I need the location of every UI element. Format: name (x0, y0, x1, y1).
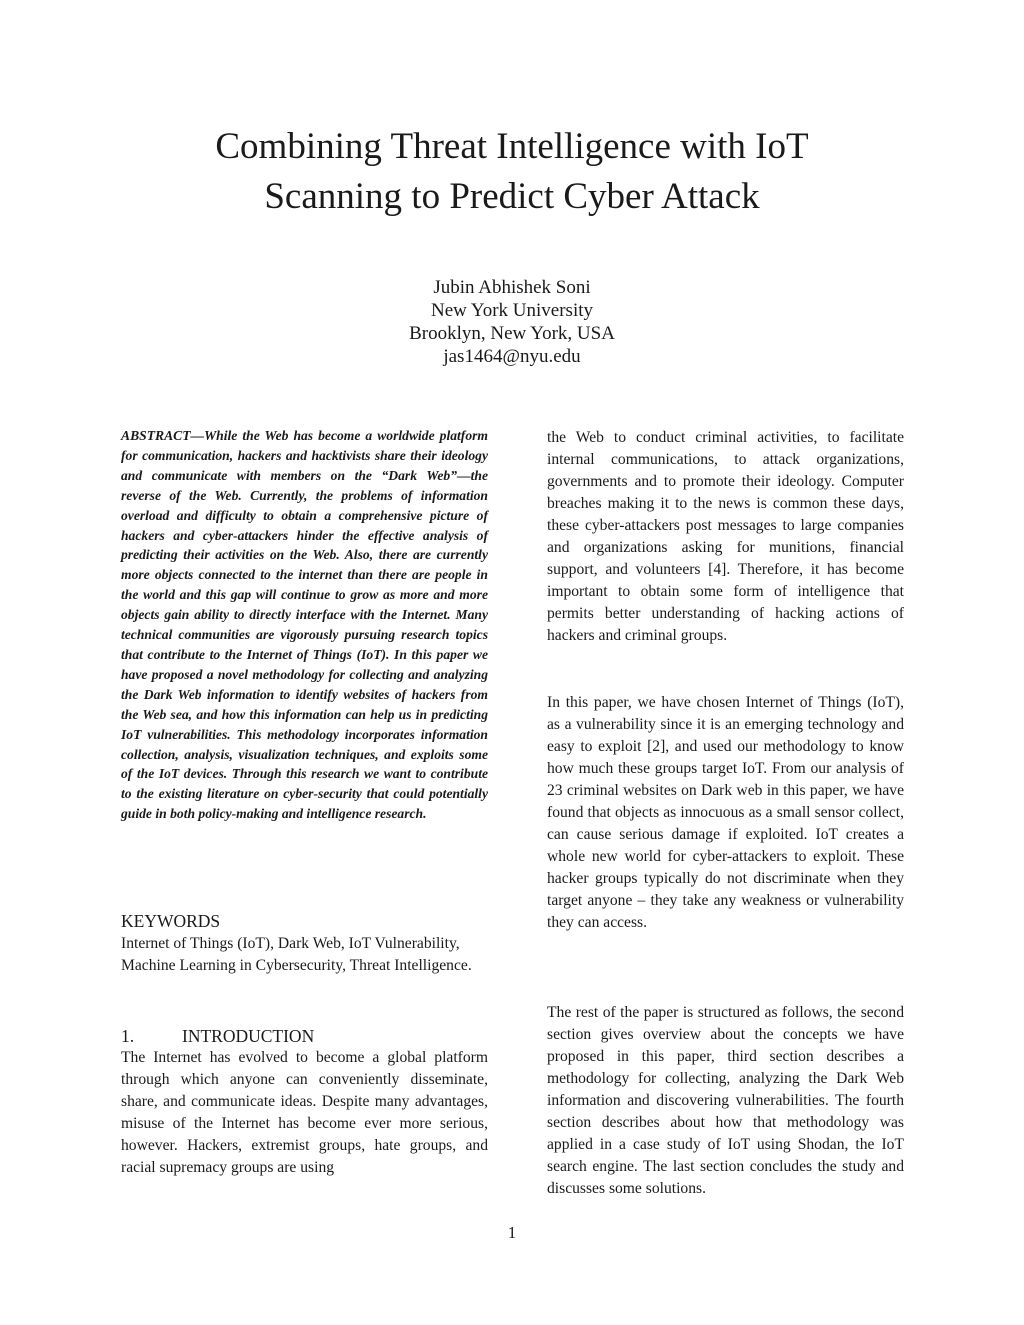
right-column-paragraph-1: the Web to conduct criminal activities, to facilitate internal communications, to attack organizations, governments and to promote their ideology. Computer breaches making it to the news is common these days, these cyber-attackers post messages to large companies and organizations asking for munitions, financial support, and volunteers [4]. Therefore, it has become important to obtain some form of intelligence that permits better understanding of hacking actions of hackers and criminal groups. (547, 429, 904, 644)
author-block (262, 276, 762, 368)
paper-title (100, 122, 924, 222)
keywords-text: Internet of Things (IoT), Dark Web, IoT Vulnerability, Machine Learning in Cybersecurity, Threat Intelligence. (121, 935, 472, 974)
title-line-1: Combining Threat Intelligence with IoT (215, 126, 809, 167)
section-title: INTRODUCTION (182, 1026, 315, 1046)
right-column-paragraph-2: In this paper, we have chosen Internet of Things (IoT), as a vulnerability since it is an emerging technology and easy to exploit [2], and used our methodology to know how much these groups target IoT. From our analysis of 23 criminal websites on Dark web in this paper, we have found that objects as innocuous as a small sensor collect, can cause serious damage if exploited. IoT creates a whole new world for cyber-attackers to exploit. These hacker groups typically do not discriminate when they target anyone – they take any weakness or vulnerability they can access. (547, 694, 904, 931)
author-name: Jubin Abhishek Soni (433, 277, 591, 298)
section-number: 1. (121, 1026, 135, 1046)
abstract: ABSTRACT—While the Web has become a worldwide platform for communication, hackers and hacktivists share their ideology and communicate with members on the “Dark Web”—the reverse of the Web. Currently, the problems of information overload and difficulty to obtain a comprehensive picture of hackers and cyber-attackers hinder the effective analysis of predicting their activities on the Web. Also, there are currently more objects connected to the internet than there are people in the world and this gap will continue to grow as more and more objects gain ability to directly interface with the Internet. Many technical communities are vigorously pursuing research topics that contribute to the Internet of Things (IoT). In this paper we have proposed a novel methodology for collecting and analyzing the Dark Web information to identify websites of hackers from the Web sea, and how this information can help us in predicting IoT vulnerabilities. This methodology incorporates information collection, analysis, visualization techniques, and exploits some of the IoT devices. Through this research we want to contribute to the existing literature on cyber-security that could potentially guide in both policy-making and intelligence research. (121, 428, 488, 822)
right-column-paragraph-3: The rest of the paper is structured as follows, the second section gives overview about the concepts we have proposed in this paper, third section describes a methodology for collecting, analyzing the Dark Web information and discovering vulnerabilities. The fourth section describes about how that methodology was applied in a case study of IoT using Shodan, the IoT search engine. The last section concludes the study and discusses some solutions. (547, 1004, 904, 1197)
introduction-paragraph-1: The Internet has evolved to become a global platform through which anyone can conveniently disseminate, share, and communicate ideas. Despite many advantages, misuse of the Internet has become ever more serious, however. Hackers, extremist groups, hate groups, and racial supremacy groups are using (121, 1049, 488, 1176)
author-email: jas1464@nyu.edu (443, 346, 581, 367)
introduction-heading (121, 1025, 488, 1047)
keywords-heading: KEYWORDS (121, 911, 221, 931)
author-affiliation: New York University (430, 300, 594, 321)
page-number: 1 (507, 1223, 517, 1242)
title-line-2: Scanning to Predict Cyber Attack (264, 176, 760, 217)
author-location: Brooklyn, New York, USA (409, 323, 615, 344)
